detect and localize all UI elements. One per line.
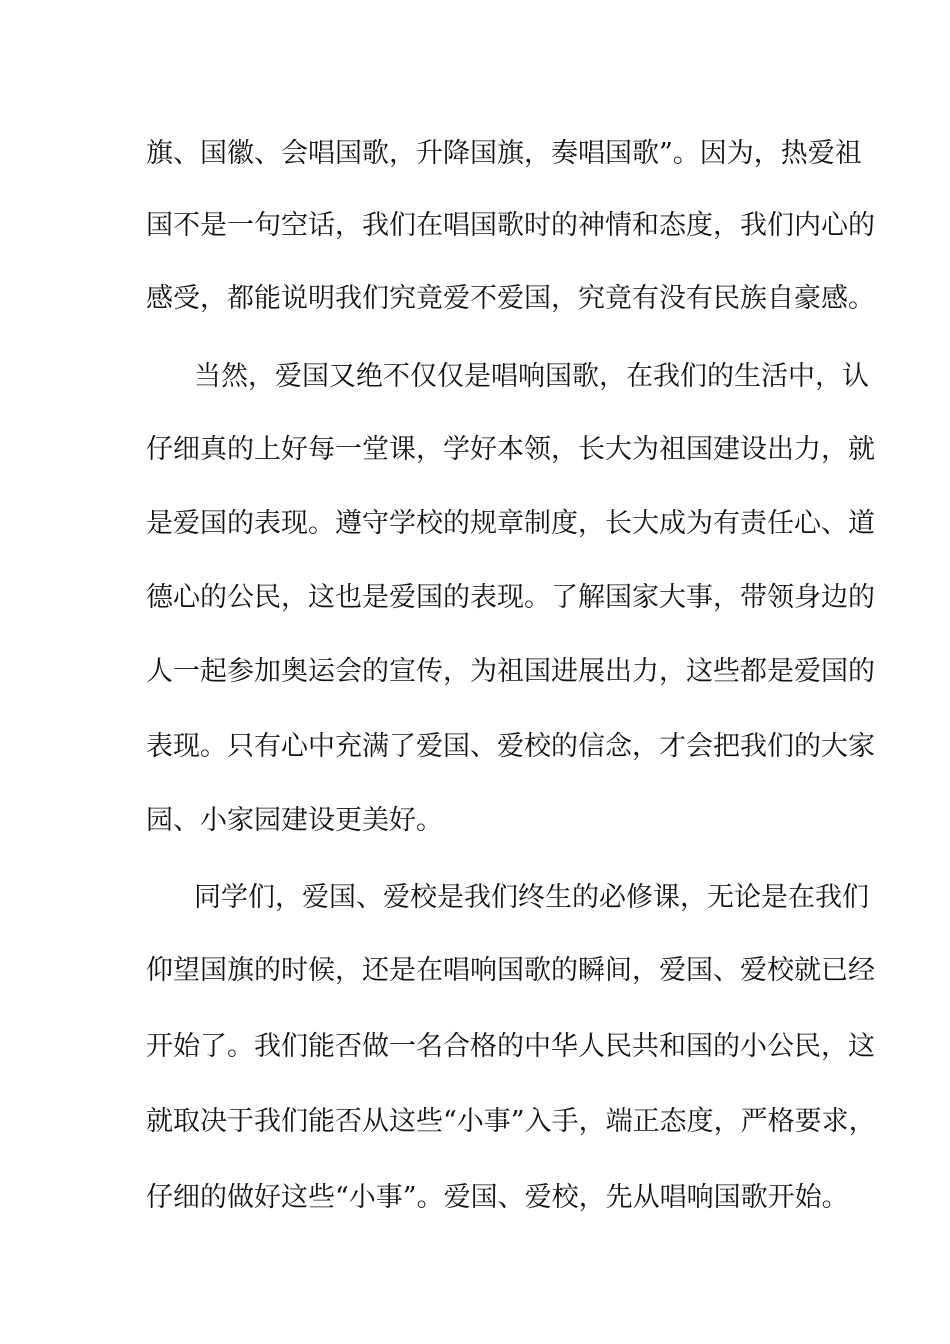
text-line: 德心的公民，这也是爱国的表现。了解国家大事，带领身边的 bbox=[146, 582, 875, 613]
text-line: 感受，都能说明我们究竟爱不爱国，究竟有没有民族自豪感。 bbox=[146, 283, 875, 314]
text-line: 旗、国徽、会唱国歌，升降国旗，奏唱国歌”。因为，热爱祖 bbox=[146, 138, 862, 169]
text-line: 仰望国旗的时候，还是在唱响国歌的瞬间，爱国、爱校就已经 bbox=[146, 955, 875, 986]
text-line: 人一起参加奥运会的宣传，为祖国进展出力，这些都是爱国的 bbox=[146, 656, 875, 687]
text-line: 表现。只有心中充满了爱国、爱校的信念，才会把我们的大家 bbox=[146, 731, 875, 762]
text-line: 就取决于我们能否从这些“小事”入手，端正态度，严格要求， bbox=[146, 1106, 876, 1137]
text-line: 园、小家园建设更美好。 bbox=[146, 805, 443, 836]
text-line: 仔细的做好这些“小事”。爱国、爱校，先从唱响国歌开始。 bbox=[146, 1182, 849, 1213]
text-line: 国不是一句空话，我们在唱国歌时的神情和态度，我们内心的 bbox=[146, 210, 875, 241]
paragraph-first-line: 当然，爱国又绝不仅仅是唱响国歌，在我们的生活中，认 bbox=[194, 361, 869, 392]
paragraph-first-line: 同学们，爱国、爱校是我们终生的必修课，无论是在我们 bbox=[194, 882, 869, 913]
text-line: 仔细真的上好每一堂课，学好本领，长大为祖国建设出力，就 bbox=[146, 434, 875, 465]
text-line: 开始了。我们能否做一名合格的中华人民共和国的小公民，这 bbox=[146, 1031, 875, 1062]
text-line: 是爱国的表现。遵守学校的规章制度，长大成为有责任心、道 bbox=[146, 508, 875, 539]
